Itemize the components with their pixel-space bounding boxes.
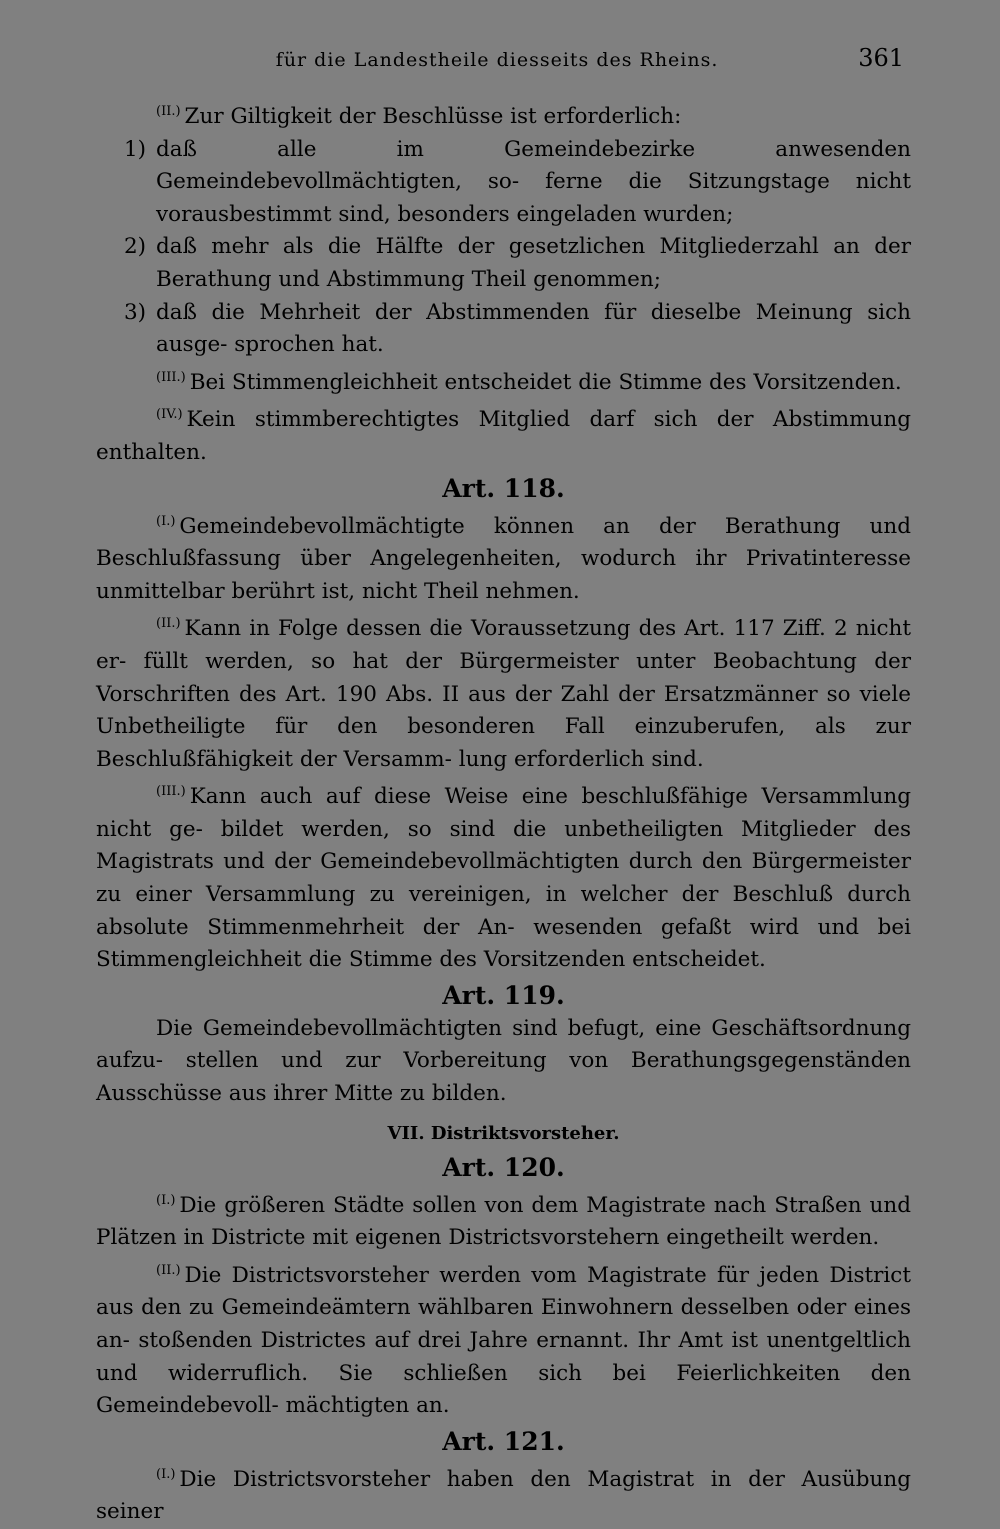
page-header [96, 44, 904, 78]
list-number: 2) [124, 234, 147, 260]
list-number: 3) [124, 299, 147, 325]
paragraph [96, 399, 911, 469]
list-text: daß die Mehrheit der Abstimmenden für dieselbe Meinung sich ausge- sprochen hat. [156, 299, 911, 358]
article-heading: Art. 118. [442, 473, 565, 503]
paragraph-text: Kann in Folge dessen die Voraussetzung des Art. 117 Ziff. 2 nicht er- füllt werden, so hat der Bürgermeister unter Beobachtung der Vorschriften des Art. 190 Abs. II aus der Zahl der Ersatzmänner so viele Unbetheiligte für den besonderen Fall einzuberufen, als zur Beschlußfähigkeit der Versamm- lung erforderlich sind. [96, 616, 911, 772]
paragraph [96, 96, 911, 134]
paragraph-mark: (I.) [156, 1192, 176, 1208]
paragraph-text: Die Gemeindebevollmächtigten sind befugt, eine Geschäftsordnung aufzu- stellen und zur Vorbereitung von Berathungsgegenständen Ausschüsse aus ihrer Mitte zu bilden. [96, 1015, 911, 1107]
paragraph-mark: (I.) [156, 1466, 176, 1482]
section-heading: VII. Distriktsvorsteher. [387, 1122, 620, 1144]
paragraph-mark: (IV.) [156, 407, 183, 423]
numbered-condition [96, 231, 911, 296]
paragraph-text: Kein stimmberechtigtes Mitglied darf sich der Abstimmung enthalten. [96, 407, 911, 465]
paragraph [96, 1459, 911, 1529]
paragraph [96, 608, 911, 776]
paragraph-text: Bei Stimmengleichheit entscheidet die Stimme des Vorsitzenden. [189, 369, 902, 395]
paragraph [96, 776, 911, 977]
paragraph-mark: (III.) [156, 369, 186, 385]
paragraph-text: Zur Giltigkeit der Beschlüsse ist erforderlich: [184, 104, 682, 129]
article-heading: Art. 120. [442, 1152, 565, 1182]
numbered-condition [96, 297, 911, 362]
paragraph-mark: (II.) [156, 616, 181, 632]
paragraph-text: Kann auch auf diese Weise eine beschlußfähige Versammlung nicht ge- bildet werden, so sind die unbetheiligten Mitglieder des Magistrats und der Gemeindebevollmächtigten durch den Bürgermeister zu einer Versammlung zu vereinigen, in welcher der Beschluß durch absolute Stimmenmehrheit der An- wesenden gefaßt wird und bei Stimmengleichheit die Stimme des Vorsitzenden entscheidet. [96, 784, 911, 973]
list-number: 1) [124, 136, 147, 162]
paragraph-text: Die größeren Städte sollen von dem Magistrate nach Straßen und Plätzen in Districte mit eigenen Districtsvorstehern eingetheilt werden. [96, 1192, 911, 1251]
article-heading: Art. 119. [442, 980, 565, 1010]
paragraph-mark: (I.) [156, 513, 176, 529]
numbered-condition [96, 134, 911, 232]
paragraph-text: Gemeindebevollmächtigte können an der Berathung und Beschlußfassung über Angelegenheiten, wodurch ihr Privatinteresse unmittelbar berührt ist, nicht Theil nehmen. [96, 513, 911, 604]
paragraph-mark: (III.) [156, 784, 186, 800]
page-number: 361 [858, 44, 904, 72]
page-body [96, 96, 911, 1529]
list-text: daß mehr als die Hälfte der gesetzlichen Mitgliederzahl an der Berathung und Abstimmung Theil genommen; [156, 234, 911, 292]
paragraph-text: Die Districtsvorsteher werden vom Magistrate für jeden District aus den zu Gemeindeämtern wählbaren Einwohnern desselben oder eines an- stoßenden Districtes auf drei Jahre ernannt. Ihr Amt ist unentgeltlich und widerruflich. Sie schließen sich bei Feierlichkeiten den Gemeindebevoll- mächtigten an. [96, 1262, 911, 1419]
paragraph-mark: (II.) [156, 1262, 181, 1278]
article-heading: Art. 121. [442, 1426, 565, 1456]
paragraph [96, 1013, 911, 1111]
paragraph [96, 362, 911, 400]
list-text: daß alle im Gemeindebezirke anwesenden Gemeindebevollmächtigten, so- ferne die Sitzungstage nicht vorausbestimmt sind, besonders eingeladen wurden; [156, 136, 911, 227]
running-head: für die Landestheile diesseits des Rheins. [275, 49, 719, 71]
paragraph [96, 1185, 911, 1255]
paragraph [96, 1255, 911, 1423]
paragraph-mark: (II.) [156, 104, 181, 119]
paragraph-text: Die Districtsvorsteher haben den Magistrat in der Ausübung seiner [96, 1466, 911, 1525]
paragraph [96, 506, 911, 609]
